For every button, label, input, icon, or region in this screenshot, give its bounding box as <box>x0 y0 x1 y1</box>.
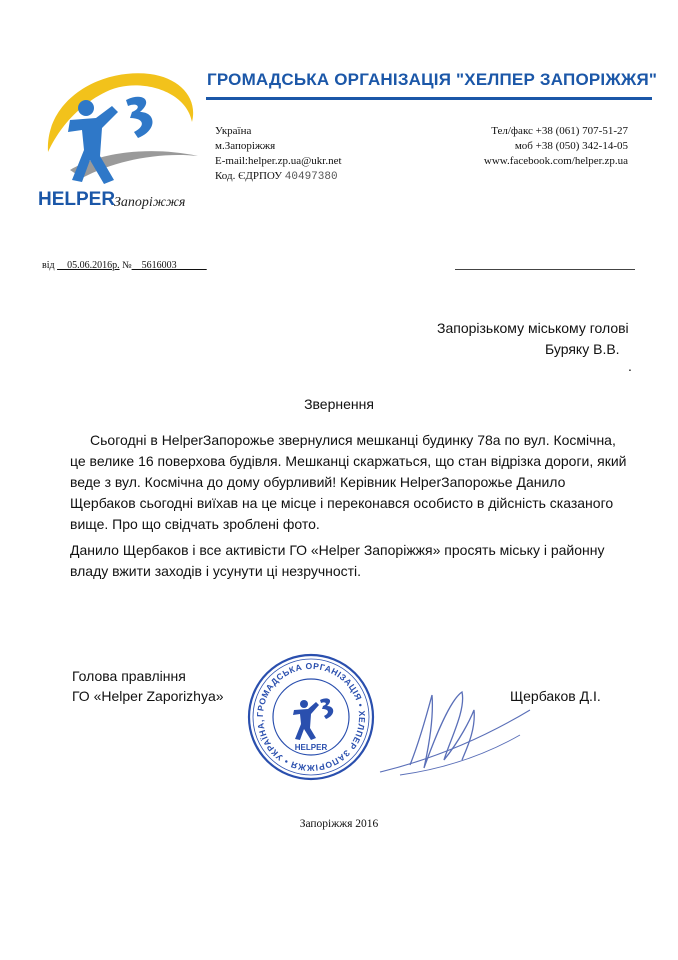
logo-script: Запоріжжя <box>114 195 186 210</box>
contact-email: E-mail:helper.zp.ua@ukr.net <box>215 155 342 167</box>
signatory-name: Щербаков Д.І. <box>510 688 601 704</box>
organization-logo <box>30 60 205 225</box>
reference-number: __5616003______ <box>131 260 207 271</box>
contact-city: м.Запоріжжя <box>215 140 276 152</box>
contacts-left <box>215 124 342 185</box>
organization-title: ГРОМАДСЬКА ОРГАНІЗАЦІЯ "ХЕЛПЕР ЗАПОРІЖЖЯ" <box>207 70 658 89</box>
svg-text:ГРОМАДСЬКА ОРГАНІЗАЦІЯ • ХЕЛПЕ: ГРОМАДСЬКА ОРГАНІЗАЦІЯ • ХЕЛПЕР ЗАПОРІЖЖЯ • УКРАЇНА, <box>254 660 368 774</box>
contact-facebook: www.facebook.com/helper.zp.ua <box>483 155 628 167</box>
contact-phone-fax: Тел/факс +38 (061) 707-51-27 <box>491 125 628 137</box>
handwritten-signature <box>370 680 540 780</box>
signature-graphic <box>370 680 540 780</box>
logo-graphic <box>30 60 205 225</box>
logo-wordmark: HELPER <box>38 189 116 210</box>
contact-country: Україна <box>215 125 252 137</box>
stamp-center-text: HELPER <box>294 743 328 752</box>
header-rule <box>206 97 652 100</box>
reference-number-label: № <box>122 260 132 271</box>
signatory-position-line-2: ГО «Helper Zaporizhya» <box>72 688 224 704</box>
blank-line <box>455 269 635 270</box>
contacts-right <box>484 124 628 169</box>
stamp-graphic <box>246 652 376 782</box>
contact-mobile: моб +38 (050) 342-14-05 <box>514 140 628 152</box>
organization-stamp <box>246 652 376 782</box>
addressee-line-2: Буряку В.В. <box>545 341 620 357</box>
body-paragraph-2: Данило Щербаков і все активісти ГО «Helper Запоріжжя» просять міську і районну владу вжити заходів і усунути ці незручності. <box>70 542 605 579</box>
body-paragraph-1: Сьогодні в HelperЗапорожье звернулися мешканці будинку 78а по вул. Космічна, це велике 16 поверхова будівля. Мешканці скаржаться, що стан відрізка дороги, який веде з вул. Космічна до дому обурливий! Керівник HelperЗапорожье Данило Щербаков сьогодні виїхав на це місце і переконався особисто в дійсність сказаного вище. Про що свідчать зроблені фото. <box>70 432 627 532</box>
reference-date: __05.06.2016р. <box>57 260 120 271</box>
reference-line <box>42 260 207 271</box>
footer-place-year: Запоріжжя 2016 <box>299 818 379 830</box>
edrpou-value: 40497380 <box>284 171 338 183</box>
edrpou-label: Код. ЄДРПОУ <box>215 170 283 182</box>
edrpou-line <box>215 169 342 185</box>
reference-prefix: від <box>42 260 55 271</box>
addressee-line-3: . <box>628 358 632 374</box>
addressee-line-1: Запорізькому міському голові <box>437 320 629 336</box>
document-subject: Звернення <box>304 396 374 412</box>
signatory-position <box>72 666 224 706</box>
signatory-position-line-1: Голова правління <box>72 668 186 684</box>
